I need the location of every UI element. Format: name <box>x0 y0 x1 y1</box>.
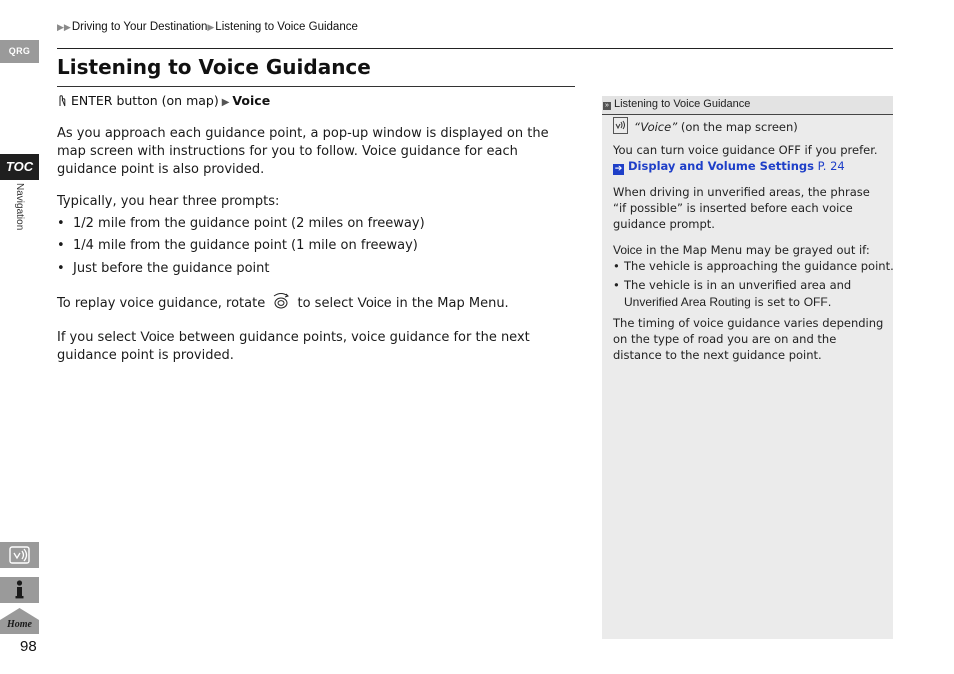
bullet-icon: • <box>57 238 65 253</box>
page-number: 98 <box>20 638 37 655</box>
link-page[interactable]: P. 24 <box>817 159 845 173</box>
info-panel <box>602 96 893 639</box>
breadcrumb <box>57 21 358 33</box>
grayed-note <box>613 242 885 258</box>
voice-command-tab[interactable] <box>0 542 39 568</box>
select-text: If you select <box>57 330 137 345</box>
voice-command-line <box>613 117 885 135</box>
interface-dial-icon <box>271 292 291 310</box>
grayed-text: in the Map Menu may be grayed out if: <box>646 243 870 257</box>
list-item <box>613 258 894 274</box>
continuation-text: is set to <box>754 295 801 309</box>
hand-pointer-icon <box>57 94 67 107</box>
list-item <box>57 261 270 276</box>
path-button: ENTER button (on map) <box>71 93 219 108</box>
menu-item-unverified-routing: Unverified Area Routing <box>624 295 751 309</box>
list-item <box>57 216 425 231</box>
page-title: Listening to Voice Guidance <box>57 55 371 79</box>
bullet-icon: • <box>613 259 620 273</box>
prompts-intro: Typically, you hear three prompts: <box>57 194 280 209</box>
list-item-text: The vehicle is approaching the guidance point. <box>624 259 894 273</box>
intro-paragraph: As you approach each guidance point, a pop-up window is displayed on the map screen with instructions for you to follow. Voice guidance for each guidance point is also provided. <box>57 126 549 177</box>
voice-command-icon <box>0 542 39 568</box>
voice-command-icon <box>613 117 628 134</box>
path-target: Voice <box>232 93 271 108</box>
link-arrow-icon: ➔ <box>614 164 623 174</box>
breadcrumb-item[interactable]: Driving to Your Destination <box>71 21 208 33</box>
info-tab[interactable] <box>0 577 39 603</box>
turn-off-note: You can turn voice guidance OFF if you prefer. <box>613 143 878 157</box>
list-item <box>613 277 885 293</box>
bullet-icon: • <box>57 216 65 231</box>
bullet-icon: • <box>57 261 65 276</box>
menu-item-voice: Voice <box>357 294 392 310</box>
list-item-text: The vehicle is in an unverified area and <box>624 278 852 292</box>
breadcrumb-arrow-icon: ▶ <box>207 22 215 32</box>
bullet-icon: • <box>613 278 620 292</box>
info-panel-title <box>603 96 750 113</box>
toc-tab[interactable]: TOC <box>0 154 39 180</box>
header-divider <box>57 48 893 49</box>
breadcrumb-item[interactable]: Listening to Voice Guidance <box>215 21 358 33</box>
panel-title-text: Listening to Voice Guidance <box>614 98 751 110</box>
replay-text: to select <box>297 296 354 311</box>
unverified-note: When driving in unverified areas, the phrase “if possible” is inserted before each voice guidance prompt. <box>613 185 870 231</box>
path-arrow-icon: ▶ <box>221 97 230 108</box>
operation-path <box>57 93 270 108</box>
replay-paragraph <box>57 292 577 313</box>
list-item-continuation <box>624 294 896 310</box>
replay-text: To replay voice guidance, rotate <box>57 296 266 311</box>
home-label: Home <box>7 619 32 630</box>
display-volume-link[interactable] <box>613 158 885 175</box>
voice-command: “Voice” <box>634 120 678 134</box>
menu-item-voice: Voice <box>140 328 175 344</box>
list-item-text: 1/4 mile from the guidance point (1 mile on freeway) <box>73 238 418 253</box>
select-paragraph <box>57 327 577 365</box>
voice-command-context: (on the map screen) <box>680 120 798 134</box>
list-item <box>57 238 418 253</box>
list-item-text: 1/2 mile from the guidance point (2 miles on freeway) <box>73 216 425 231</box>
title-divider <box>57 86 575 87</box>
home-icon <box>0 608 39 634</box>
setting-value: OFF <box>803 295 828 309</box>
breadcrumb-arrow-icon: ▶▶ <box>57 22 71 32</box>
qrg-tab[interactable]: QRG <box>0 40 39 63</box>
list-item-text: Just before the guidance point <box>73 261 270 276</box>
continuation-end: . <box>827 295 832 309</box>
panel-marker-icon: » <box>603 102 611 110</box>
info-icon <box>0 577 39 603</box>
replay-text: in the Map Menu. <box>395 296 509 311</box>
select-text: between guidance points, voice guidance for the next guidance point is provided. <box>57 330 530 363</box>
link-label[interactable]: Display and Volume Settings <box>628 159 814 173</box>
menu-item-voice: Voice <box>613 243 643 257</box>
timing-note: The timing of voice guidance varies depending on the type of road you are on and the distance to the next guidance point. <box>613 316 884 362</box>
home-tab[interactable] <box>0 608 39 634</box>
section-label: Navigation <box>14 183 25 231</box>
